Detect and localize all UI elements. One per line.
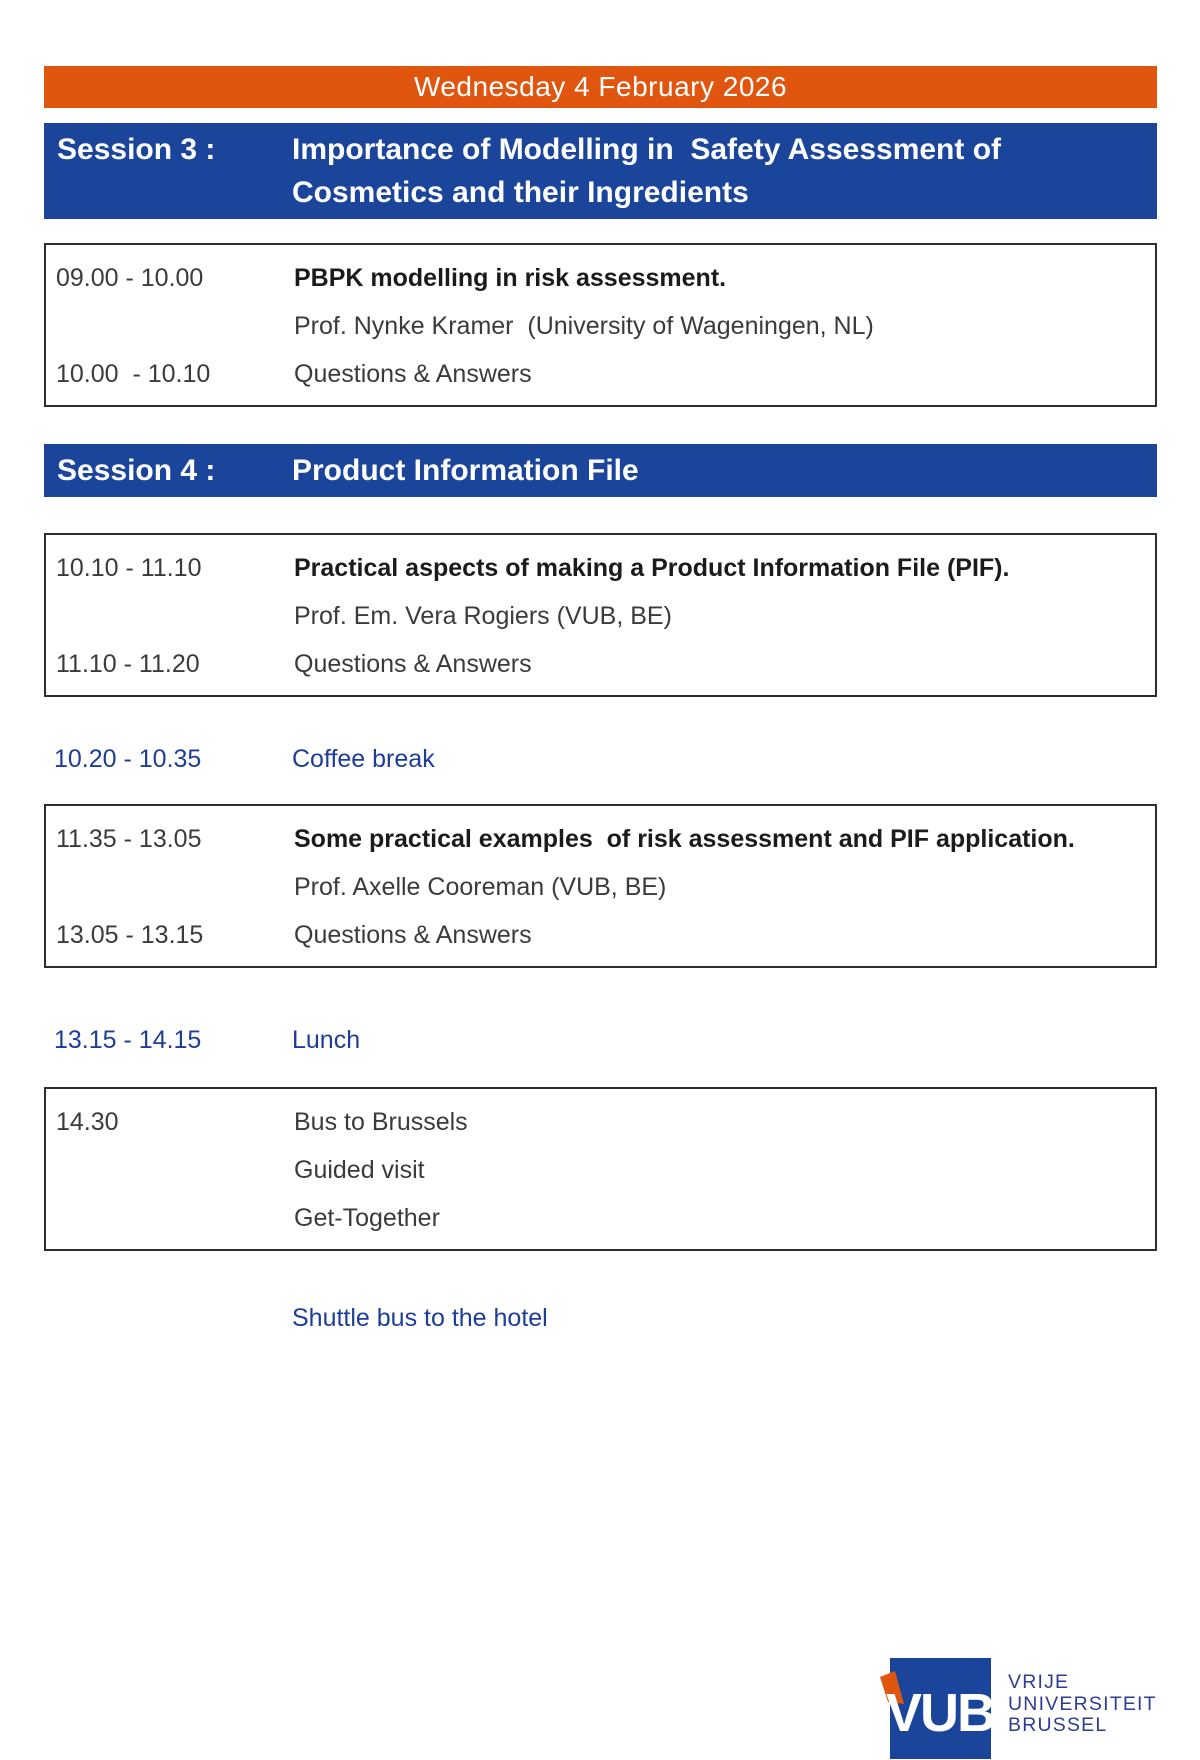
table-row bbox=[46, 544, 1155, 592]
table-row bbox=[46, 1194, 1155, 1242]
program-page bbox=[44, 0, 1157, 1342]
vub-logo-mark bbox=[876, 1658, 1002, 1760]
table-row bbox=[46, 350, 1155, 398]
table-row bbox=[46, 1146, 1155, 1194]
table-row bbox=[46, 302, 1155, 350]
topic-cell: PBPK modelling in risk assessment. bbox=[294, 264, 727, 292]
session3-title: Importance of Modelling in Safety Assessment of Cosmetics and their Ingredients bbox=[292, 133, 1010, 209]
time-cell: 10.00 - 10.10 bbox=[56, 360, 211, 388]
speaker-cell: Prof. Axelle Cooreman (VUB, BE) bbox=[294, 873, 667, 901]
time-cell: 13.15 - 14.15 bbox=[54, 1026, 202, 1054]
time-cell: 09.00 - 10.00 bbox=[56, 264, 204, 292]
table-row bbox=[46, 592, 1155, 640]
topic-cell: Questions & Answers bbox=[294, 360, 532, 388]
coffee-break-row bbox=[44, 735, 1157, 783]
examples-table bbox=[44, 804, 1157, 968]
topic-cell: Get-Together bbox=[294, 1204, 440, 1232]
topic-cell: Some practical examples of risk assessment and PIF application. bbox=[294, 825, 1075, 853]
time-cell: 10.10 - 11.10 bbox=[56, 554, 202, 582]
table-row bbox=[46, 254, 1155, 302]
table-row bbox=[46, 863, 1155, 911]
time-cell bbox=[46, 1146, 294, 1194]
evening-table bbox=[44, 1087, 1157, 1251]
break-label: Coffee break bbox=[292, 745, 435, 773]
session4-header bbox=[44, 444, 1157, 497]
time-cell: 11.35 - 13.05 bbox=[56, 825, 202, 853]
vub-logo-text bbox=[1008, 1672, 1157, 1737]
date-banner-title: Wednesday 4 February 2026 bbox=[413, 71, 788, 102]
topic-cell: Bus to Brussels bbox=[294, 1108, 468, 1136]
vub-logo-line: BRUSSEL bbox=[1008, 1714, 1108, 1736]
table-row bbox=[46, 1098, 1155, 1146]
time-cell bbox=[46, 592, 294, 640]
time-cell: 10.20 - 10.35 bbox=[54, 745, 202, 773]
time-cell bbox=[44, 1294, 292, 1342]
session4-table bbox=[44, 533, 1157, 697]
vub-wordmark: VUB bbox=[885, 1683, 995, 1743]
topic-cell: Questions & Answers bbox=[294, 650, 532, 678]
session3-header bbox=[44, 123, 1157, 219]
topic-cell: Practical aspects of making a Product Information File (PIF). bbox=[294, 554, 1010, 582]
session3-label: Session 3 : bbox=[57, 133, 216, 166]
topic-cell: Questions & Answers bbox=[294, 921, 532, 949]
session3-table bbox=[44, 243, 1157, 407]
time-cell: 14.30 bbox=[56, 1108, 119, 1136]
vub-logo-line: UNIVERSITEIT bbox=[1008, 1692, 1157, 1715]
table-row bbox=[46, 911, 1155, 959]
time-cell: 11.10 - 11.20 bbox=[56, 650, 200, 678]
table-row bbox=[46, 815, 1155, 863]
date-banner bbox=[44, 66, 1157, 108]
vub-logo bbox=[876, 1658, 1176, 1760]
session4-title: Product Information File bbox=[292, 454, 639, 487]
table-row bbox=[46, 640, 1155, 688]
topic-cell: Guided visit bbox=[294, 1156, 425, 1184]
shuttle-row bbox=[44, 1294, 1157, 1342]
speaker-cell: Prof. Nynke Kramer (University of Wageningen, NL) bbox=[294, 312, 874, 340]
break-label: Lunch bbox=[292, 1026, 361, 1054]
vub-logo-line: VRIJE bbox=[1008, 1671, 1070, 1693]
session4-label: Session 4 : bbox=[57, 454, 216, 487]
shuttle-label: Shuttle bus to the hotel bbox=[292, 1304, 548, 1332]
speaker-cell: Prof. Em. Vera Rogiers (VUB, BE) bbox=[294, 602, 672, 630]
time-cell bbox=[46, 1194, 294, 1242]
time-cell bbox=[46, 302, 294, 350]
time-cell bbox=[46, 863, 294, 911]
time-cell: 13.05 - 13.15 bbox=[56, 921, 204, 949]
lunch-row bbox=[44, 1016, 1157, 1064]
